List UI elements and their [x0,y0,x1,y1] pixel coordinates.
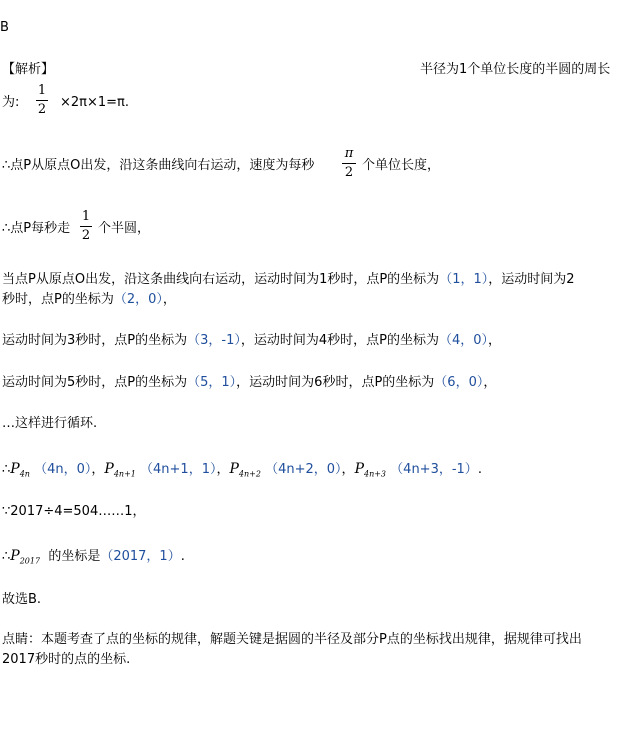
point-p: P [10,461,20,477]
coord-4n-plus-1: （4n+1，1） [140,462,217,477]
fraction-numerator: π [344,146,354,161]
para1-line2 [2,292,176,308]
para1-line1 [2,272,575,288]
para3-text-a: 运动时间为5秒时，点P的坐标为 [2,375,188,390]
point-p: P [10,548,20,564]
fraction-denominator: 2 [81,228,91,243]
fraction-numerator: 1 [81,209,91,224]
coord-4n: （4n，0） [34,462,92,477]
line1-right: 半径为1个单位长度的半圆的周长 [420,62,611,77]
coord-4n-plus-3: （4n+3，-1） [390,462,478,477]
subscript-2017: 2017 [19,556,41,566]
coord-2017-1: （2017，1） [100,549,181,564]
therefore-symbol: ∴ [2,462,11,477]
line3-prefix: ∴点P从原点O出发，沿这条曲线向右运动，速度为每秒 [2,158,315,173]
para3-tail: ， [483,375,497,390]
line2-prefix: 为: [2,95,20,110]
para3-line [2,375,496,391]
para2-line [2,333,501,349]
line2-suffix: ×2π×1=π. [60,95,130,110]
point-p: P [104,461,114,477]
fraction-bar [80,226,92,227]
subscript-4n-plus-1: 4n+1 [113,469,136,479]
coord-5-1: （5，1） [187,375,237,390]
subscript-4n-plus-3: 4n+3 [363,469,387,479]
fraction-half [36,83,48,118]
coord-4-0: （4，0） [438,333,489,348]
para1-text-a: 当点P从原点O出发，沿这条曲线向右运动，运动时间为1秒时，点P的坐标为 [2,272,440,287]
point-p: P [354,461,364,477]
analysis-label: 【解析】 [2,62,55,77]
fraction-bar [36,100,48,101]
para2-text-b: ，运动时间为4秒时，点P的坐标为 [240,333,439,348]
result-text: 的坐标是 [48,549,101,564]
sep-comma: ， [91,462,105,477]
para3-text-b: ，运动时间为6秒时，点P的坐标为 [236,375,435,390]
coord-4n-plus-2: （4n+2，0） [265,462,342,477]
pattern-line [2,460,482,484]
para1-text-b-tail: ， [162,292,176,307]
line4-suffix: 个半圆， [98,221,151,236]
therefore-symbol: ∴ [2,549,11,564]
division-text: ∵2017÷4=504……1， [2,504,146,519]
pattern-end: . [477,462,482,477]
coord-1-1: （1，1） [439,272,489,287]
result-line [2,547,185,571]
fraction-denominator: 2 [37,102,47,117]
comment-line1: 点睛：本题考查了点的坐标的规律，解题关键是据圆的半径及部分P点的坐标找出规律，据规律可找出 [2,632,582,647]
subscript-4n: 4n [19,469,30,479]
fraction-half-2 [80,209,92,244]
line4-prefix: ∴点P每秒走 [2,221,71,236]
comment-line2: 2017秒时的点的坐标. [2,652,131,667]
answer-letter: B [0,20,9,35]
fraction-bar [342,163,356,164]
cycle-text: …这样进行循环. [2,416,98,431]
fraction-numerator: 1 [37,83,47,98]
para1-text-b: 秒时，点P的坐标为 [2,292,114,307]
result-end: . [180,549,185,564]
point-p: P [229,461,239,477]
coord-3-neg1: （3，-1） [187,333,241,348]
fraction-pi-over-2 [342,146,356,181]
line3-suffix: 个单位长度， [362,158,441,173]
choose-text: 故选B. [2,592,42,607]
sep-comma: ， [341,462,355,477]
para2-text-a: 运动时间为3秒时，点P的坐标为 [2,333,188,348]
coord-6-0: （6，0） [434,375,484,390]
sep-comma: ， [216,462,230,477]
fraction-denominator: 2 [344,165,354,180]
para2-tail: ， [488,333,502,348]
coord-2-0: （2，0） [113,292,163,307]
para1-text-a-tail: ，运动时间为2 [488,272,575,287]
subscript-4n-plus-2: 4n+2 [238,469,261,479]
